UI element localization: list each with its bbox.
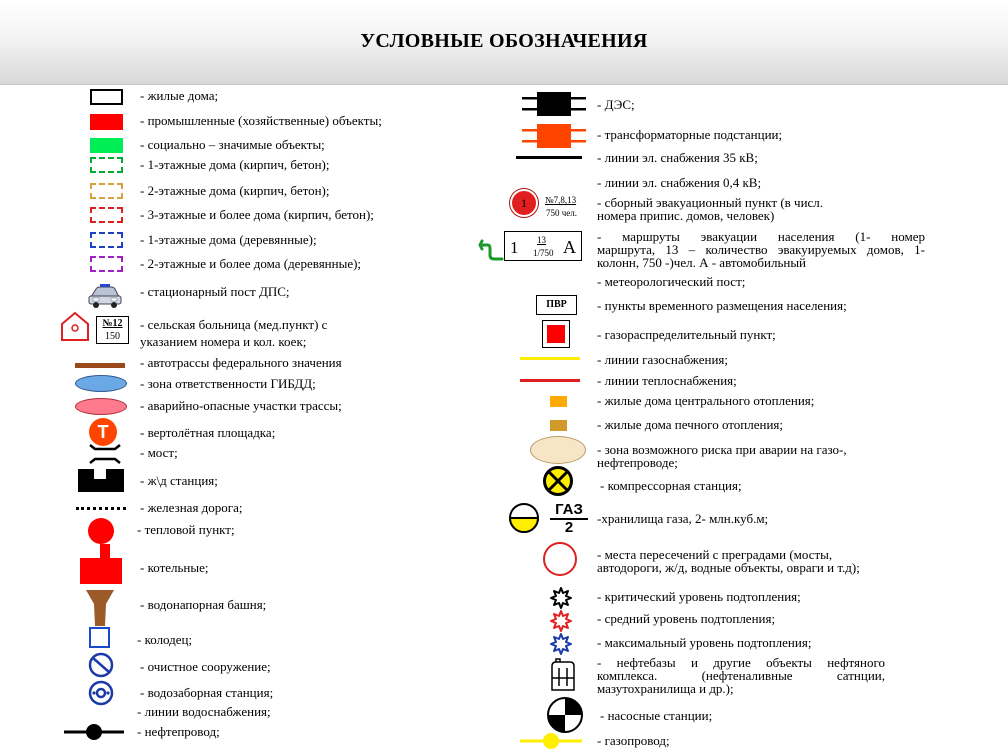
substation-icon [522, 122, 586, 150]
social-symbol [90, 138, 123, 153]
header-bar [0, 0, 1008, 85]
pvr-box [536, 295, 577, 315]
wood1-label: - 1-этажные дома (деревянные); [140, 232, 317, 247]
gas-storage-value: 2 [564, 519, 574, 536]
evac-point-symbol [510, 189, 538, 217]
heat-supply-line [520, 379, 580, 382]
heat-lines-label: - линии теплоснабжения; [597, 373, 737, 388]
brick1-label: - 1-этажные дома (кирпич, бетон); [140, 157, 330, 172]
well-label: - колодец; [137, 632, 193, 647]
routes-label-1: - маршруты эвакуации населения (1- номер [597, 229, 925, 244]
oil-pipeline-label: - нефтепровод; [137, 724, 220, 739]
route-houses: 13 [537, 235, 546, 245]
flood-critical-icon [549, 586, 573, 610]
hospital-house-icon [59, 310, 91, 342]
power35-label: - линии эл. снабжения 35 кВ; [597, 150, 758, 165]
gas-storage-word: ГАЗ [550, 502, 588, 520]
oil-pipeline-icon [64, 722, 124, 742]
evac-houses: №7,8,13 [545, 195, 577, 205]
bridge-label: - мост; [140, 445, 178, 460]
route-people: 1/750 [533, 248, 554, 258]
pump-station-icon [546, 696, 584, 734]
gas-supply-line [520, 357, 580, 360]
route-box [504, 231, 582, 261]
residential-label: - жилые дома; [140, 88, 219, 103]
risk-label-2: нефтепроводе; [597, 455, 678, 470]
heliport-letter: Т [97, 422, 109, 442]
evac-people: 750 чел. [546, 208, 578, 218]
gas-storage-icon [506, 502, 542, 534]
stove-heat-symbol [550, 420, 567, 431]
central-heat-symbol [550, 396, 567, 407]
oil-label-3: мазутохранилища и др.); [597, 681, 734, 696]
gas-station-inner [547, 325, 565, 343]
hospital-label-2: указанием номера и кол. коек; [140, 334, 307, 349]
evac-label-1: - сборный эвакуационный пункт (в числ. [597, 195, 824, 210]
flood-critical-label: - критический уровень подтопления; [597, 589, 801, 604]
gibdd-zone-label: - зона ответственности ГИБДД; [140, 376, 316, 391]
federal-roads-label: - автотрассы федерального значения [140, 355, 342, 370]
page-title: УСЛОВНЫЕ ОБОЗНАЧЕНИЯ [360, 30, 648, 52]
stove-heat-label: - жилые дома печного отопления; [597, 417, 783, 432]
gas-station-symbol [542, 320, 570, 348]
power35-line [516, 156, 582, 159]
route-number: 1 [510, 238, 519, 257]
crossings-label-1: - места пересечений с преградами (мосты, [597, 547, 833, 562]
hospital-number: №12 [102, 318, 123, 329]
routes-label-2: маршрута, 13 – количество эвакуируемых домов, 1- [597, 242, 925, 257]
water-tower-icon [84, 588, 116, 628]
brick3-symbol [90, 207, 123, 223]
gas-storage-label: -хранилища газа, 2- млн.куб.м; [597, 511, 769, 526]
des-label: - ДЭС; [597, 97, 635, 112]
heliport-label: - вертолётная площадка; [140, 425, 276, 440]
power04-label: - линии эл. снабжения 0,4 кВ; [597, 175, 762, 190]
industrial-symbol [90, 114, 123, 130]
flood-max-label: - максимальный уровень подтопления; [597, 635, 812, 650]
well-symbol [89, 627, 110, 648]
oil-facility-icon [548, 656, 578, 692]
bridge-icon [88, 443, 122, 465]
railway-station-symbol [78, 469, 124, 492]
central-heat-label: - жилые дома центрального отопления; [597, 393, 815, 408]
gas-pipeline-label: - газопровод; [597, 733, 670, 748]
crossing-circle [543, 542, 577, 576]
hospital-info-box [96, 316, 129, 344]
police-car-icon [87, 283, 123, 309]
water-lines-label: - линии водоснабжения; [137, 704, 271, 719]
brick1-symbol [90, 157, 123, 173]
treatment-label: - очистное сооружение; [140, 659, 271, 674]
flood-medium-label: - средний уровень подтопления; [597, 611, 776, 626]
crossings-label-2: автодороги, ж/д, водные объекты, овраги и т.д); [597, 560, 860, 575]
brick2-label: - 2-этажные дома (кирпич, бетон); [140, 183, 330, 198]
treatment-facility-icon [88, 652, 114, 678]
compressor-icon [542, 465, 574, 497]
residential-symbol [90, 89, 123, 105]
meteo-label: - метеорологический пост; [597, 274, 746, 289]
brick2-symbol [90, 183, 123, 199]
railway-station-label: - ж\д станция; [140, 473, 218, 488]
wood2-symbol [90, 256, 123, 272]
gibdd-zone-ellipse [75, 375, 127, 392]
wood1-symbol [90, 232, 123, 248]
heat-point-label: - тепловой пункт; [137, 522, 235, 537]
railway-station-inner [94, 469, 106, 479]
pvr-text: ПВР [546, 299, 567, 310]
gas-lines-label: - линии газоснабжения; [597, 352, 729, 367]
water-tower-label: - водонапорная башня; [140, 597, 267, 612]
oil-label-1: - нефтебазы и другие объекты нефтяного [597, 655, 885, 670]
compressor-label: - компрессорная станция; [600, 478, 742, 493]
federal-road-line [75, 363, 125, 368]
dps-label: - стационарный пост ДПС; [140, 284, 290, 299]
industrial-label: - промышленные (хозяйственные) объекты; [140, 113, 382, 128]
gas-station-label: - газораспределительный пункт; [597, 327, 776, 342]
heliport-icon [89, 418, 117, 446]
emergency-sites-label: - аварийно-опасные участки трассы; [140, 398, 342, 413]
substations-label: - трансформаторные подстанции; [597, 127, 783, 142]
hospital-beds: 150 [105, 331, 120, 342]
emergency-zone-ellipse [75, 398, 127, 415]
risk-label-1: - зона возможного риска при аварии на газо-, [597, 442, 847, 457]
routes-label-3: колонн, 750 -)чел. А - автомобильный [597, 255, 807, 270]
route-letter: А [563, 237, 576, 257]
water-intake-icon [88, 680, 114, 706]
gas-storage-text [550, 502, 588, 536]
boiler-label: - котельные; [140, 560, 209, 575]
gas-pipeline-icon [520, 731, 582, 751]
railway-line [76, 507, 126, 510]
boiler-icon [78, 540, 124, 584]
social-label: - социально – значимые объекты; [140, 137, 325, 152]
pumps-label: - насосные станции; [600, 708, 713, 723]
pvr-label: - пункты временного размещения населения; [597, 298, 847, 313]
risk-zone-ellipse [530, 436, 586, 464]
oil-label-2: комплекса. (нефтеналивные сатнции, [597, 668, 885, 683]
railway-label: - железная дорога; [140, 500, 243, 515]
evac-point-number: 1 [521, 196, 527, 210]
flood-max-icon [549, 632, 573, 656]
des-icon [522, 90, 586, 118]
water-intake-label: - водозаборная станция; [140, 685, 274, 700]
wood2-label: - 2-этажные и более дома (деревянные); [140, 256, 362, 271]
flood-medium-icon [549, 609, 573, 633]
hospital-label-1: - сельская больница (мед.пункт) с [140, 317, 328, 332]
evac-label-2: номера припис. домов, человек) [597, 208, 775, 223]
brick3-label: - 3-этажные и более дома (кирпич, бетон); [140, 207, 374, 222]
